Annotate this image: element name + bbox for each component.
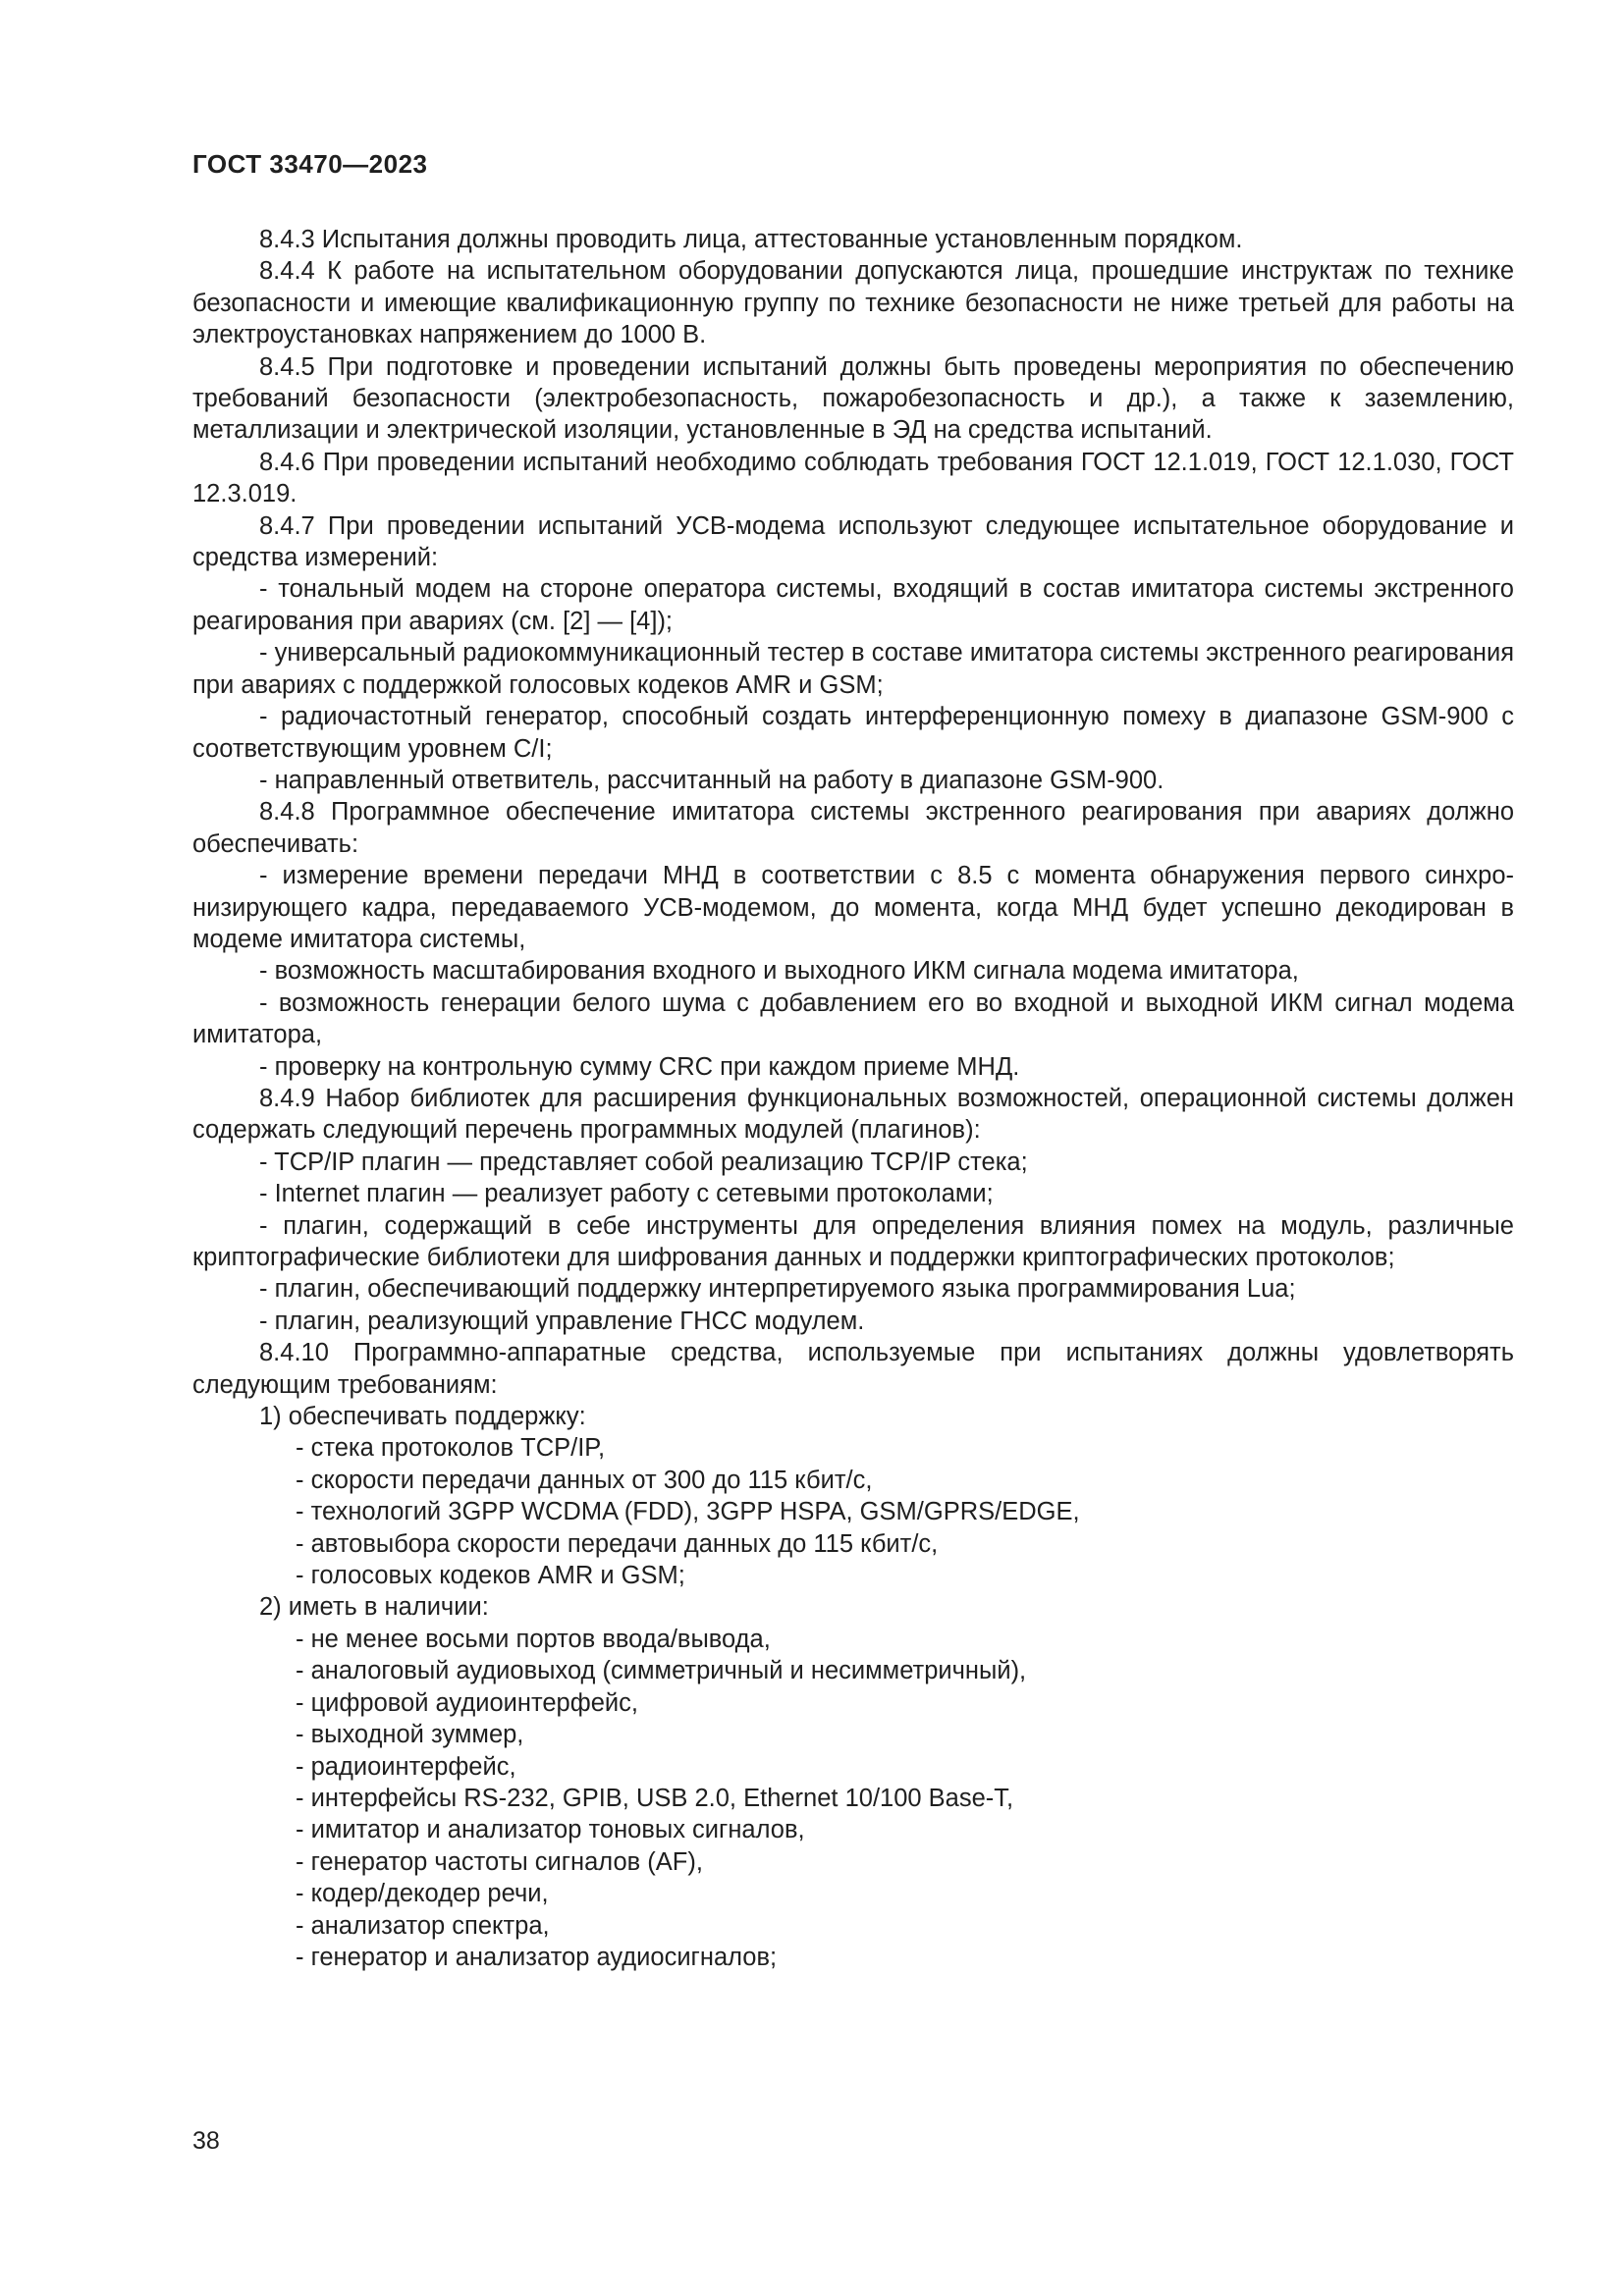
sub-list-item: - автовыбора скорости передачи данных до 115 кбит/с, <box>296 1529 939 1558</box>
list-item: - возможность масштабирования входного и выходного ИКМ сигнала модема имитатора, <box>259 957 1299 986</box>
list-item: - тональный модем на стороне оператора системы, входящий в состав имитатора системы экстренного реагирования при авариях (см. [2] — [4]); <box>192 575 1514 635</box>
list-item: - направленный ответвитель, рассчитанный на работу в диапазоне GSM-900. <box>259 766 1164 794</box>
sub-list-item: - цифровой аудиоинтерфейс, <box>296 1688 638 1717</box>
list-item: - универсальный радиокоммуникационный тестер в составе имитатора системы экстренного реагирования при авариях с поддержкой голосовых кодеков AMR и GSM; <box>192 639 1514 699</box>
paragraph-8-4-9: 8.4.9 Набор библиотек для расширения функциональных возможностей, операционной системы должен содержать следующий перечень программных модулей (плагинов): <box>192 1084 1514 1145</box>
sub-list-item: - радиоинтерфейс, <box>296 1752 516 1781</box>
list-item: - измерение времени передачи МНД в соответствии с 8.5 с момента обнаружения первого синхронизирующего кадра, передаваемого УСВ-модемом, до момента, когда МНД будет успешно декодирован в модеме имитатора системы, <box>192 862 1514 953</box>
document-header: ГОСТ 33470—2023 <box>192 149 428 179</box>
sub-list-item: - кодер/декодер речи, <box>296 1880 549 1908</box>
paragraph-8-4-3: 8.4.3 Испытания должны проводить лица, аттестованные установленным порядком. <box>259 226 1243 253</box>
list-item: - плагин, содержащий в себе инструменты для определения влияния помех на модуль, различные криптографические библиотеки для шифрования данных и поддержки криптографических протоколов; <box>192 1211 1514 1271</box>
sub-list-item: - генератор и анализатор аудиосигналов; <box>296 1943 778 1971</box>
list-item: - TCP/IP плагин — представляет собой реализацию TCP/IP стека; <box>259 1148 1028 1176</box>
sub-list-item: - стека протоколов TCP/IP, <box>296 1434 606 1463</box>
list-item: - плагин, реализующий управление ГНСС модулем. <box>259 1307 865 1335</box>
numbered-item: 1) обеспечивать поддержку: <box>259 1403 586 1431</box>
paragraph-8-4-5: 8.4.5 При подготовке и проведении испытаний должны быть проведены мероприятия по обеспечению требований безопасности (электробезопасность, пожаробезопасность и др.), а также к заземлению, металлизации и электрической изоляции, установленные в ЭД на средства испытаний. <box>192 352 1514 445</box>
paragraph-8-4-8: 8.4.8 Программное обеспечение имитатора системы экстренного реагирования при авариях должно обеспечивать: <box>192 798 1514 858</box>
paragraph-8-4-4: 8.4.4 К работе на испытательном оборудовании допускаются лица, прошедшие инструктаж по технике безопасности и имеющие квалификационную группу по технике безопасности не ниже третьей для работы на электроустановках напряжением до 1000 В. <box>192 257 1514 349</box>
list-item: - радиочастотный генератор, способный создать интерференционную помеху в диапазоне GSM-900 с соответствующим уровнем C/I; <box>192 703 1514 763</box>
paragraph-8-4-7: 8.4.7 При проведении испытаний УСВ-модема используют следующее испытательное оборудование и средства измерений: <box>192 511 1514 572</box>
sub-list-item: - анализатор спектра, <box>296 1911 550 1940</box>
sub-list-item: - имитатор и анализатор тоновых сигналов, <box>296 1816 805 1844</box>
paragraph-8-4-10: 8.4.10 Программно-аппаратные средства, используемые при испытаниях должны удовлетворять следующим требованиям: <box>192 1339 1514 1399</box>
list-item: - проверку на контрольную сумму CRC при каждом приеме МНД. <box>259 1052 1020 1081</box>
sub-list-item: - интерфейсы RS-232, GPIB, USB 2.0, Ethernet 10/100 Base-T, <box>296 1784 1014 1812</box>
sub-list-item: - не менее восьми портов ввода/вывода, <box>296 1625 771 1653</box>
sub-list-item: - скорости передачи данных от 300 до 115 кбит/с, <box>296 1466 873 1494</box>
list-item: - плагин, обеспечивающий поддержку интерпретируемого языка программирования Lua; <box>259 1275 1296 1304</box>
numbered-item: 2) иметь в наличии: <box>259 1593 489 1622</box>
sub-list-item: - голосовых кодеков AMR и GSM; <box>296 1562 685 1590</box>
list-item: - возможность генерации белого шума с добавлением его во входной и выходной ИКМ сигнал модема имитатора, <box>192 988 1514 1049</box>
list-item: - Internet плагин — реализует работу с сетевыми протоколами; <box>259 1180 994 1208</box>
sub-list-item: - аналоговый аудиовыход (симметричный и несимметричный), <box>296 1657 1027 1685</box>
paragraph-8-4-6: 8.4.6 При проведении испытаний необходимо соблюдать требования ГОСТ 12.1.019, ГОСТ 12.1.030, ГОСТ 12.3.019. <box>192 448 1514 508</box>
page-number: 38 <box>192 2127 220 2155</box>
document-body <box>192 224 1514 1973</box>
sub-list-item: - выходной зуммер, <box>296 1721 524 1749</box>
sub-list-item: - генератор частоты сигналов (AF), <box>296 1847 703 1876</box>
sub-list-item: - технологий 3GPP WCDMA (FDD), 3GPP HSPA, GSM/GPRS/EDGE, <box>296 1498 1080 1526</box>
